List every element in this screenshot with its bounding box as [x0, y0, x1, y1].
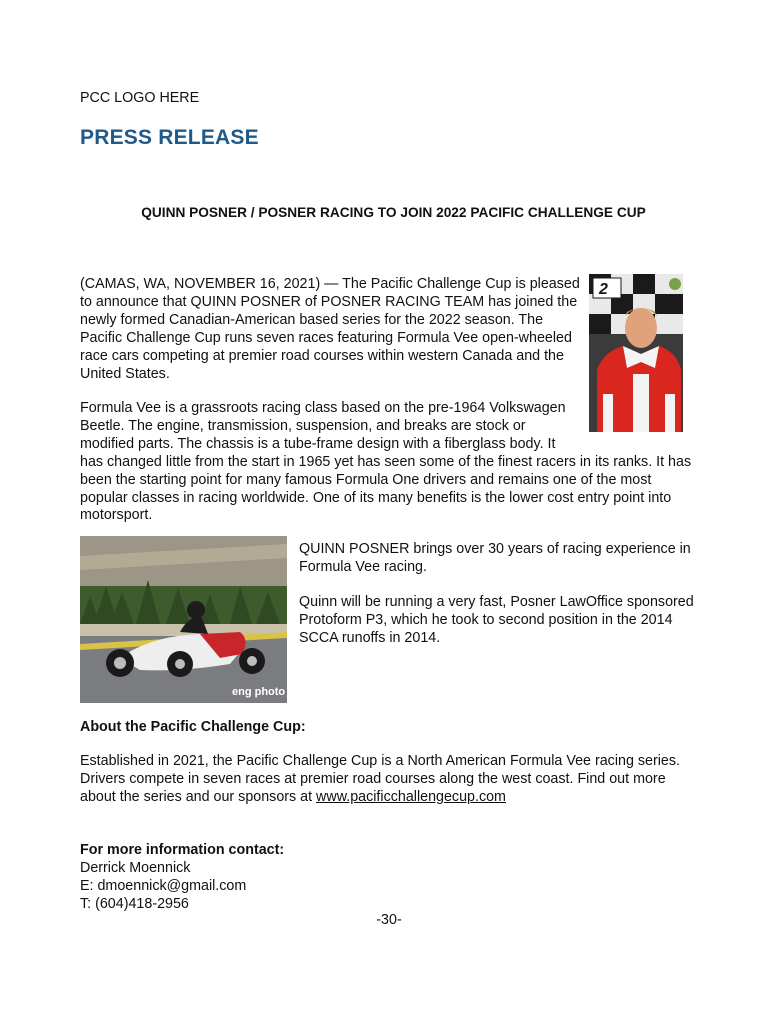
website-link[interactable]: www.pacificchallengecup.com [316, 788, 506, 805]
formula-vee-line: modified parts. The chassis is a tube-frame design with a fiberglass body. It [80, 435, 556, 452]
logo-placeholder: PCC LOGO HERE [80, 90, 200, 106]
page-title: PRESS RELEASE [80, 126, 259, 149]
formula-vee-line: Beetle. The engine, transmission, suspension, and breaks are stock or [80, 417, 526, 434]
page-number: -30- [376, 912, 402, 928]
contact-phone: T: (604)418-2956 [80, 895, 189, 912]
contact-details [80, 860, 246, 914]
lede-paragraph: (CAMAS, WA, NOVEMBER 16, 2021) — The Pacific Challenge Cup is pleased to announce that QUINN POSNER of POSNER RACING TEAM has joined the newly formed Canadian-American based series for the 2022 season. The Pacific Challenge Cup runs seven races featuring Formula Vee open-wheeled race cars competing at premier road courses within western Canada and the United States. [80, 276, 580, 382]
photo-credit: eng photo [232, 686, 286, 698]
about-paragraph [80, 753, 700, 807]
car-number-label: 2 [599, 281, 608, 298]
contact-email: E: dmoennick@gmail.com [80, 877, 247, 894]
contact-name: Derrick Moennick [80, 860, 191, 876]
about-heading: About the Pacific Challenge Cup: [80, 719, 306, 735]
experience-paragraph: QUINN POSNER brings over 30 years of racing experience in Formula Vee racing. [299, 541, 691, 575]
contact-heading: For more information contact: [80, 842, 285, 858]
running-paragraph: Quinn will be running a very fast, Posner LawOffice sponsored Protoform P3, which he took to second position in the 2014 SCCA runoffs in 2014. [299, 594, 694, 646]
race-car-photo [80, 536, 287, 703]
formula-vee-paragraph [80, 400, 698, 525]
headline: QUINN POSNER / POSNER RACING TO JOIN 2022 PACIFIC CHALLENGE CUP [141, 205, 646, 220]
formula-vee-rest: has changed little from the start in 1965 yet has seen some of the finest racers in its ranks. It has been the starting point for many famous Formula One drivers and remains one of the most popular classes in racing worldwide. One of its many benefits is the lower cost entry point into motorsport. [80, 453, 692, 524]
about-text: Established in 2021, the Pacific Challenge Cup is a North American Formula Vee racing series. Drivers compete in seven races at premier road courses along the west coast. Find out more about the series and our sponsors at [80, 753, 680, 805]
formula-vee-line: Formula Vee is a grassroots racing class based on the pre-1964 Volkswagen [80, 400, 566, 416]
